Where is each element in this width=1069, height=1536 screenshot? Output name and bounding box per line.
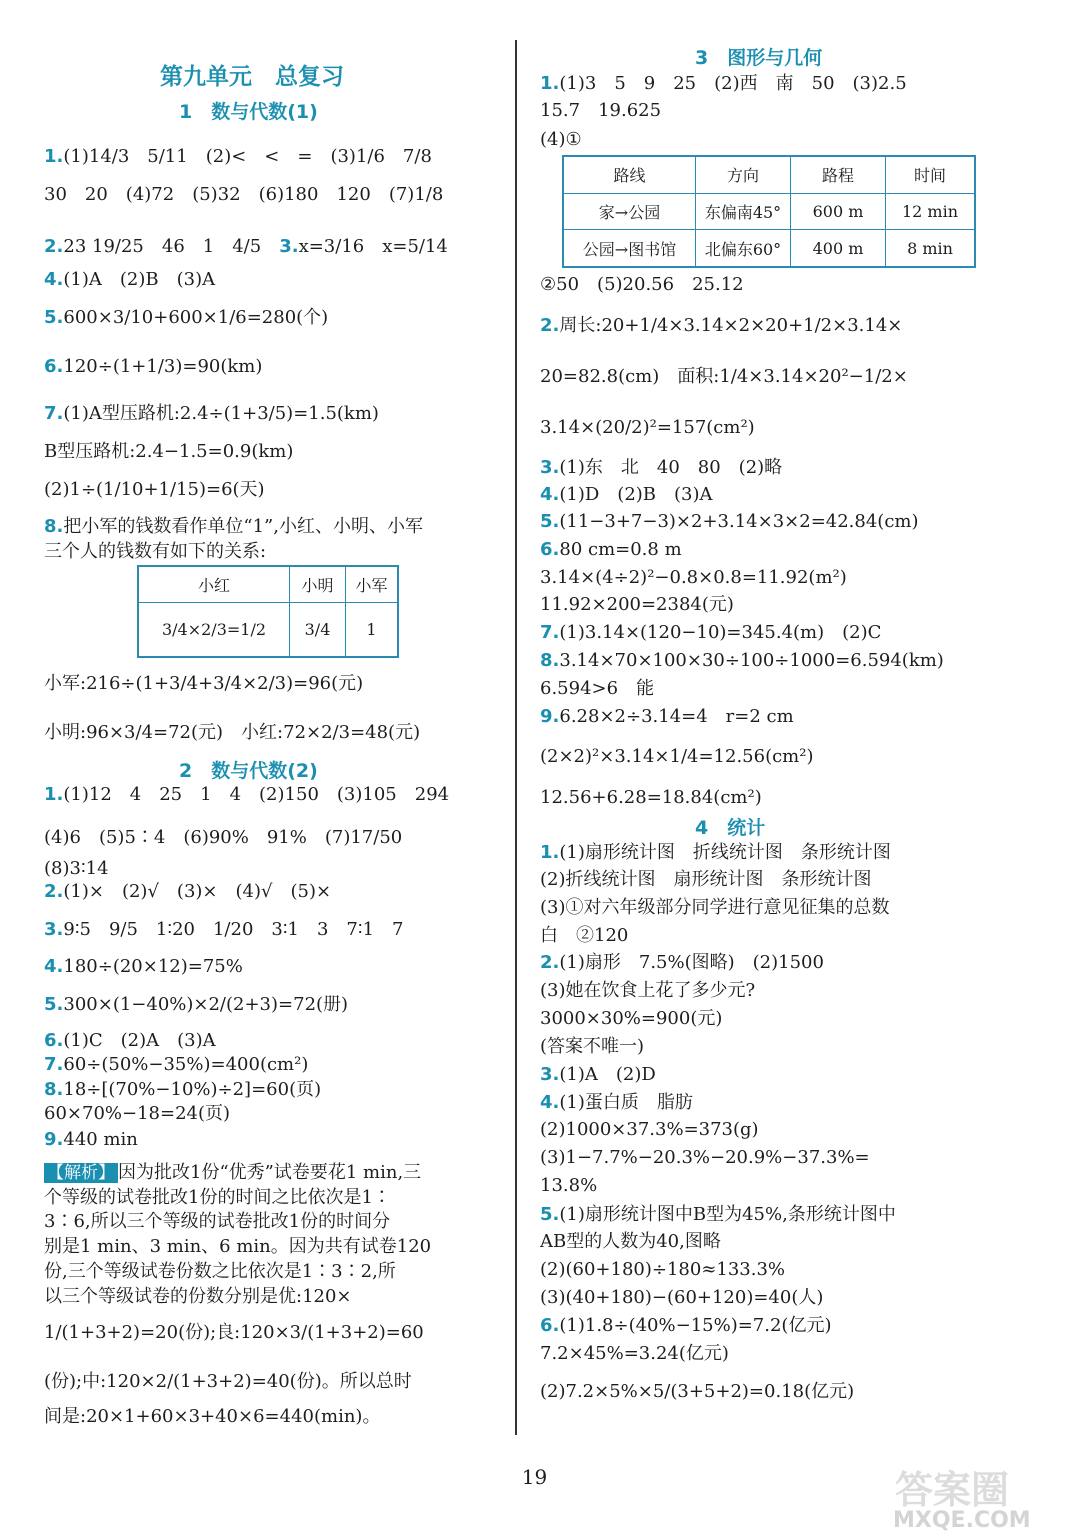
question-number: 1. <box>540 73 560 94</box>
answer-text: 12.56+6.28=18.84(cm²) <box>540 787 762 808</box>
answer-text: (1)3.14×(120−10)=345.4(m) (2)C <box>559 622 882 643</box>
answer-line <box>44 306 328 330</box>
answer-text: 80 cm=0.8 m <box>559 539 682 560</box>
answer-text: 440 min <box>63 1129 138 1150</box>
answer-text: 180÷(20×12)=75% <box>63 956 243 977</box>
answer-text: 3.14×(4÷2)²−0.8×0.8=11.92(m²) <box>540 567 847 588</box>
question-number: 2. <box>540 315 560 336</box>
answer-line <box>540 510 919 534</box>
table-cell: 东偏南45° <box>696 193 791 230</box>
answer-line <box>44 1210 390 1234</box>
answer-line <box>540 593 734 617</box>
table-cell: 家→公园 <box>563 193 696 230</box>
column-divider <box>515 40 517 1435</box>
answer-text: (8)3∶14 <box>44 858 109 879</box>
question-number: 7. <box>44 1054 64 1075</box>
table-cell: 3/4 <box>290 602 346 657</box>
money-relation-table <box>137 565 399 658</box>
answer-line <box>44 1161 421 1185</box>
answer-text: B型压路机:2.4−1.5=0.9(km) <box>44 441 294 462</box>
table-cell: 600 m <box>791 193 886 230</box>
answer-line <box>44 783 449 807</box>
answer-text: 600×3/10+600×1/6=280(个) <box>63 307 329 328</box>
answer-line <box>540 1007 722 1031</box>
answer-text: 小军:216÷(1+3/4+3/4×2/3)=96(元) <box>44 673 364 694</box>
answer-text: (1)扇形 7.5%(图略) (2)1500 <box>559 952 824 973</box>
question-number: 6. <box>44 356 64 377</box>
question-number: 1. <box>44 146 64 167</box>
answer-text: (3)1−7.7%−20.3%−20.9%−37.3%= <box>540 1147 870 1168</box>
answer-text: (2)7.2×5%×5/(3+5+2)=0.18(亿元) <box>540 1381 855 1402</box>
answer-text: (1)A (2)D <box>559 1064 656 1085</box>
table-header-cell: 小明 <box>290 566 346 602</box>
answer-line <box>540 483 713 507</box>
answer-text: (2)折线统计图 扇形统计图 条形统计图 <box>540 869 872 890</box>
answer-text: (1)A (2)B (3)A <box>63 269 216 290</box>
answer-line <box>44 993 348 1017</box>
answer-line <box>540 1063 656 1087</box>
answer-line <box>540 841 891 865</box>
answer-line <box>44 672 363 696</box>
question-number: 2. <box>44 236 64 257</box>
route-table <box>562 155 976 268</box>
analysis-tag: 【解析】 <box>44 1163 118 1183</box>
question-number: 7. <box>44 403 64 424</box>
answer-line <box>44 880 331 904</box>
question-number: 3. <box>540 1064 560 1085</box>
answer-line <box>44 1029 216 1053</box>
answer-line <box>540 868 872 892</box>
answer-text: (2)1÷(1/10+1/15)=6(天) <box>44 479 265 500</box>
answer-line <box>540 128 582 152</box>
question-number: 2. <box>540 952 560 973</box>
answer-text: (4)① <box>540 129 582 150</box>
answer-text: 3.14×70×100×30÷100÷1000=6.594(km) <box>559 650 944 671</box>
answer-line <box>540 979 755 1003</box>
answer-text: 三个人的钱数有如下的关系: <box>44 541 267 562</box>
section-title: 4 统计 <box>695 817 766 839</box>
answer-line <box>540 1380 854 1404</box>
answer-text: (1)东 北 40 80 (2)略 <box>559 457 783 478</box>
answer-text: 以三个等级试卷的份数分别是优:120× <box>44 1286 352 1307</box>
watermark-logo: 答案圈 <box>895 1468 1010 1512</box>
answer-text: 300×(1−40%)×2/(2+3)=72(册) <box>63 994 349 1015</box>
question-number: 4. <box>540 484 560 505</box>
question-number: 3. <box>540 457 560 478</box>
answer-text: (答案不唯一) <box>540 1036 645 1057</box>
table-cell: 12 min <box>886 193 976 230</box>
question-number: 4. <box>44 269 64 290</box>
table-cell: 8 min <box>886 230 976 267</box>
answer-text: 18÷[(70%−10%)÷2]=60(页) <box>63 1079 322 1100</box>
question-number: 9. <box>44 1129 64 1150</box>
question-number: 4. <box>540 1092 560 1113</box>
answer-text: (2)1000×37.3%=373(g) <box>540 1119 759 1140</box>
answer-text: ②50 (5)20.56 25.12 <box>540 274 744 295</box>
answer-line <box>540 1203 896 1227</box>
answer-text: (1)D (2)B (3)A <box>559 484 713 505</box>
answer-text: 小明:96×3/4=72(元) 小红:72×2/3=48(元) <box>44 722 421 743</box>
answer-text: (11−3+7−3)×2+3.14×3×2=42.84(cm) <box>559 511 919 532</box>
answer-line <box>540 1146 870 1170</box>
answer-line <box>540 1035 644 1059</box>
question-number: 1. <box>44 784 64 805</box>
answer-text: (3)(40+180)−(60+120)=40(人) <box>540 1287 824 1308</box>
answer-line <box>540 705 794 729</box>
answer-line <box>44 1078 321 1102</box>
answer-text: (4)6 (5)5∶4 (6)90% 91% (7)17/50 <box>44 827 403 848</box>
answer-line <box>540 99 661 123</box>
answer-line <box>540 649 944 673</box>
section-title: 3 图形与几何 <box>695 47 823 69</box>
answer-text: 3∶6,所以三个等级的试卷批改1份的时间分 <box>44 1211 391 1232</box>
answer-text: (1)× (2)√ (3)× (4)√ (5)× <box>63 881 332 902</box>
answer-line <box>540 951 824 975</box>
question-number: 4. <box>44 956 64 977</box>
answer-text: 周长:20+1/4×3.14×2×20+1/2×3.14× <box>559 315 903 336</box>
answer-line <box>540 786 762 810</box>
answer-text: 份,三个等级试卷份数之比依次是1∶3∶2,所 <box>44 1261 396 1282</box>
answer-text: (1)12 4 25 1 4 (2)150 (3)105 294 <box>63 784 450 805</box>
answer-line <box>540 1286 823 1310</box>
answer-text: (2)(60+180)÷180≈133.3% <box>540 1259 786 1280</box>
question-number: 6. <box>540 1315 560 1336</box>
answer-text: x=3/16 x=5/14 <box>298 236 448 257</box>
answer-line <box>540 745 813 769</box>
answer-line <box>540 896 890 920</box>
answer-line <box>540 1258 785 1282</box>
answer-text: (3)①对六年级部分同学进行意见征集的总数 <box>540 897 890 918</box>
section-title: 1 数与代数(1) <box>179 101 318 123</box>
question-number: 5. <box>540 511 560 532</box>
answer-text: (3)她在饮食上花了多少元? <box>540 980 756 1001</box>
answer-line <box>540 365 908 389</box>
answer-line <box>540 314 902 338</box>
question-number: 8. <box>44 516 64 537</box>
answer-line <box>540 621 881 645</box>
answer-line <box>44 1128 138 1152</box>
answer-text: 13.8% <box>540 1175 598 1196</box>
answer-line <box>44 515 423 539</box>
question-number: 6. <box>44 1030 64 1051</box>
answer-text: (1)14/3 5/11 (2)< < = (3)1/6 7/8 <box>63 146 432 167</box>
answer-line <box>540 538 682 562</box>
answer-line <box>44 1370 412 1394</box>
unit-title: 第九单元 总复习 <box>160 64 344 90</box>
question-number: 5. <box>44 307 64 328</box>
table-cell: 1 <box>346 602 399 657</box>
answer-line <box>540 924 628 948</box>
answer-line <box>44 145 432 169</box>
question-number: 2. <box>44 881 64 902</box>
answer-text: (1)A型压路机:2.4÷(1+3/5)=1.5(km) <box>63 403 379 424</box>
table-header-cell: 时间 <box>886 156 976 193</box>
answer-text: 6.594>6 能 <box>540 678 655 699</box>
answer-text: 60÷(50%−35%)=400(cm²) <box>63 1054 309 1075</box>
answer-text: 30 20 (4)72 (5)32 (6)180 120 (7)1/8 <box>44 184 444 205</box>
answer-line <box>540 1174 597 1198</box>
section-title: 2 数与代数(2) <box>179 760 318 782</box>
answer-line <box>540 566 847 590</box>
answer-line <box>44 1321 424 1345</box>
answer-line <box>44 721 420 745</box>
answer-line <box>540 1118 759 1142</box>
answer-line <box>540 1091 693 1115</box>
answer-line <box>44 857 109 881</box>
answer-line <box>540 273 744 297</box>
answer-text: (1)3 5 9 25 (2)西 南 50 (3)2.5 <box>559 73 907 94</box>
answer-text: 15.7 19.625 <box>540 100 662 121</box>
answer-text: 7.2×45%=3.24(亿元) <box>540 1343 729 1364</box>
answer-text: 60×70%−18=24(页) <box>44 1103 231 1124</box>
question-number: 8. <box>540 650 560 671</box>
answer-text: 3.14×(20/2)²=157(cm²) <box>540 417 755 438</box>
answer-text: (1)扇形统计图 折线统计图 条形统计图 <box>559 842 891 863</box>
answer-line <box>540 416 755 440</box>
answer-text: (1)C (2)A (3)A <box>63 1030 216 1051</box>
answer-text: AB型的人数为40,图略 <box>540 1231 721 1252</box>
answer-text: 23 19/25 46 1 4/5 <box>63 236 280 257</box>
answer-line <box>44 1260 396 1284</box>
table-cell: 北偏东60° <box>696 230 791 267</box>
answer-text: 6.28×2÷3.14=4 r=2 cm <box>559 706 794 727</box>
table-cell: 400 m <box>791 230 886 267</box>
answer-text: (2×2)²×3.14×1/4=12.56(cm²) <box>540 746 814 767</box>
answer-line <box>44 918 403 942</box>
answer-line <box>540 456 782 480</box>
question-number: 3. <box>279 236 299 257</box>
answer-line <box>44 1405 380 1429</box>
table-header-cell: 路程 <box>791 156 886 193</box>
answer-text: 11.92×200=2384(元) <box>540 594 734 615</box>
answer-line <box>44 402 379 426</box>
answer-line <box>540 1314 831 1338</box>
answer-text: 9∶5 9/5 1∶20 1/20 3∶1 3 7∶1 7 <box>63 919 404 940</box>
question-number: 8. <box>44 1079 64 1100</box>
answer-line <box>540 677 654 701</box>
answer-line <box>44 826 402 850</box>
answer-text: 别是1 min、3 min、6 min。因为共有试卷120 <box>44 1236 432 1257</box>
answer-text: 个等级的试卷批改1份的时间之比依次是1∶ <box>44 1187 391 1208</box>
answer-text: (1)1.8÷(40%−15%)=7.2(亿元) <box>559 1315 832 1336</box>
question-number: 5. <box>540 1204 560 1225</box>
table-header-cell: 小红 <box>138 566 290 602</box>
question-number: 6. <box>540 539 560 560</box>
table-header-cell: 小军 <box>346 566 399 602</box>
answer-line <box>44 1235 431 1259</box>
answer-line <box>44 1285 352 1309</box>
answer-text: 因为批改1份“优秀”试卷要花1 min,三 <box>118 1162 422 1183</box>
question-number: 9. <box>540 706 560 727</box>
answer-line <box>44 268 215 292</box>
answer-text: (1)蛋白质 脂肪 <box>559 1092 693 1113</box>
answer-text: 120÷(1+1/3)=90(km) <box>63 356 263 377</box>
answer-text: 3000×30%=900(元) <box>540 1008 723 1029</box>
table-header-cell: 方向 <box>696 156 791 193</box>
answer-line <box>44 478 265 502</box>
answer-line <box>44 440 293 464</box>
answer-line <box>44 1053 308 1077</box>
watermark-url: MXQE.COM <box>893 1508 1031 1533</box>
question-number: 5. <box>44 994 64 1015</box>
answer-text: 20=82.8(cm) 面积:1/4×3.14×20²−1/2× <box>540 366 908 387</box>
answer-line <box>44 355 262 379</box>
answer-line <box>44 540 266 564</box>
answer-line <box>540 1230 721 1254</box>
answer-text: 白 ②120 <box>540 925 629 946</box>
answer-text: 1/(1+3+2)=20(份);良:120×3/(1+3+2)=60 <box>44 1322 424 1343</box>
answer-line <box>44 1186 391 1210</box>
answer-line <box>44 183 443 207</box>
table-cell: 3/4×2/3=1/2 <box>138 602 290 657</box>
question-number: 3. <box>44 919 64 940</box>
question-number: 1. <box>540 842 560 863</box>
answer-text: (份);中:120×2/(1+3+2)=40(份)。所以总时 <box>44 1371 412 1392</box>
answer-text: 间是:20×1+60×3+40×6=440(min)。 <box>44 1406 381 1427</box>
page-number: 19 <box>521 1465 548 1489</box>
answer-line <box>44 1102 230 1126</box>
answer-line <box>540 72 907 96</box>
question-number: 7. <box>540 622 560 643</box>
answer-line <box>44 235 448 259</box>
table-cell: 公园→图书馆 <box>563 230 696 267</box>
answer-text: (1)扇形统计图中B型为45%,条形统计图中 <box>559 1204 896 1225</box>
answer-text: 把小军的钱数看作单位“1”,小红、小明、小军 <box>63 516 423 537</box>
answer-line <box>540 1342 729 1366</box>
table-header-cell: 路线 <box>563 156 696 193</box>
answer-line <box>44 955 243 979</box>
